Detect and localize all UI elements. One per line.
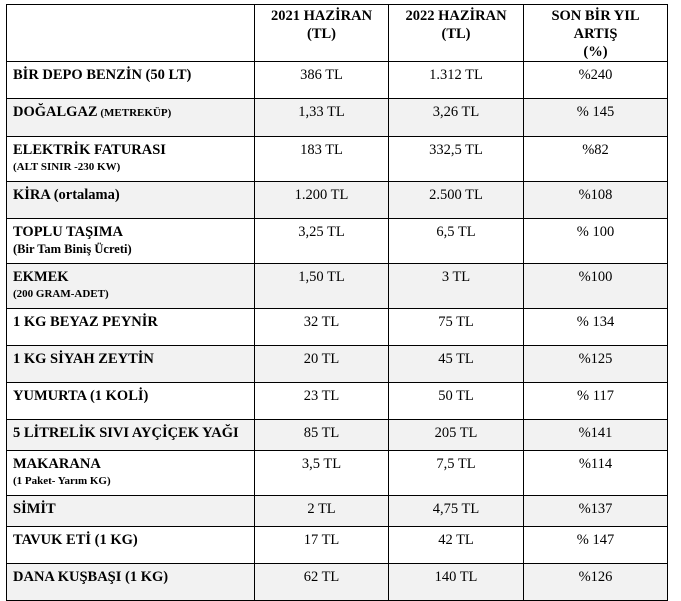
header-2021	[255, 5, 389, 62]
item-subtext: (200 GRAM-ADET)	[13, 288, 109, 300]
value-increase: %240	[524, 62, 668, 99]
table-row	[7, 420, 668, 451]
value-2021: 17 TL	[255, 527, 389, 564]
value-2021: 183 TL	[255, 137, 389, 182]
value-increase: %114	[524, 451, 668, 496]
item-cell	[7, 346, 255, 383]
value-increase: % 147	[524, 527, 668, 564]
header-2022-line2: (TL)	[441, 26, 471, 42]
value-2022: 50 TL	[389, 383, 524, 420]
item-cell	[7, 182, 255, 219]
item-name: YUMURTA (1 KOLİ)	[13, 388, 149, 404]
table-row	[7, 309, 668, 346]
value-2021: 85 TL	[255, 420, 389, 451]
item-name: EKMEK	[13, 269, 69, 285]
header-item	[7, 5, 255, 62]
item-name: TOPLU TAŞIMA	[13, 224, 123, 240]
table-row	[7, 496, 668, 527]
item-cell	[7, 564, 255, 601]
table-row	[7, 62, 668, 99]
value-2022: 4,75 TL	[389, 496, 524, 527]
item-cell	[7, 137, 255, 182]
value-increase: % 134	[524, 309, 668, 346]
value-2021: 62 TL	[255, 564, 389, 601]
item-name: 1 KG SİYAH ZEYTİN	[13, 351, 154, 367]
header-increase-line1: SON BİR YIL ARTIŞ	[551, 8, 640, 42]
item-name: 1 KG BEYAZ PEYNİR	[13, 314, 158, 330]
table-row	[7, 219, 668, 264]
item-cell	[7, 420, 255, 451]
header-increase	[524, 5, 668, 62]
item-subtext: (1 Paket- Yarım KG)	[13, 475, 111, 487]
table-row	[7, 99, 668, 137]
item-cell	[7, 62, 255, 99]
header-row	[7, 5, 668, 62]
value-increase: %137	[524, 496, 668, 527]
item-cell	[7, 527, 255, 564]
value-2022: 3 TL	[389, 264, 524, 309]
item-cell	[7, 219, 255, 264]
table-row	[7, 564, 668, 601]
value-2021: 386 TL	[255, 62, 389, 99]
item-name: 5 LİTRELİK SIVI AYÇİÇEK YAĞI	[13, 425, 239, 441]
value-2022: 45 TL	[389, 346, 524, 383]
item-cell	[7, 99, 255, 137]
value-increase: % 100	[524, 219, 668, 264]
value-increase: % 145	[524, 99, 668, 137]
header-2021-line1: 2021 HAZİRAN	[270, 8, 373, 24]
value-2021: 2 TL	[255, 496, 389, 527]
header-2022-line1: 2022 HAZİRAN	[405, 8, 507, 24]
value-2022: 332,5 TL	[389, 137, 524, 182]
item-name: DOĞALGAZ	[13, 104, 98, 120]
value-2022: 7,5 TL	[389, 451, 524, 496]
item-name: MAKARANA	[13, 456, 101, 472]
item-name: KİRA (ortalama)	[13, 187, 120, 203]
table-row	[7, 383, 668, 420]
value-2021: 20 TL	[255, 346, 389, 383]
item-cell	[7, 383, 255, 420]
value-increase: %108	[524, 182, 668, 219]
item-name: ELEKTRİK FATURASI	[13, 142, 166, 158]
item-cell	[7, 309, 255, 346]
value-increase: %126	[524, 564, 668, 601]
value-2021: 1.200 TL	[255, 182, 389, 219]
value-increase: %100	[524, 264, 668, 309]
item-cell	[7, 496, 255, 527]
value-2022: 42 TL	[389, 527, 524, 564]
value-2021: 1,33 TL	[255, 99, 389, 137]
value-increase: % 117	[524, 383, 668, 420]
item-subtext: (ALT SINIR -230 KW)	[13, 161, 121, 173]
value-increase: %125	[524, 346, 668, 383]
value-2021: 3,25 TL	[255, 219, 389, 264]
item-name: SİMİT	[13, 501, 56, 517]
value-2021: 23 TL	[255, 383, 389, 420]
table-row	[7, 264, 668, 309]
value-increase: %141	[524, 420, 668, 451]
table-row	[7, 137, 668, 182]
value-2021: 32 TL	[255, 309, 389, 346]
item-subtext: (Bir Tam Biniş Ücreti)	[13, 242, 132, 256]
table-row	[7, 527, 668, 564]
header-increase-line2: (%)	[583, 44, 608, 60]
value-2022: 6,5 TL	[389, 219, 524, 264]
value-2021: 3,5 TL	[255, 451, 389, 496]
value-increase: %82	[524, 137, 668, 182]
item-name: DANA KUŞBAŞI (1 KG)	[13, 569, 169, 585]
item-cell	[7, 451, 255, 496]
value-2022: 2.500 TL	[389, 182, 524, 219]
item-subtext: (METREKÜP)	[97, 107, 172, 119]
table-row	[7, 182, 668, 219]
table-row	[7, 451, 668, 496]
header-2022	[389, 5, 524, 62]
price-comparison-table	[6, 4, 668, 601]
value-2021: 1,50 TL	[255, 264, 389, 309]
value-2022: 205 TL	[389, 420, 524, 451]
value-2022: 75 TL	[389, 309, 524, 346]
item-name: BİR DEPO BENZİN (50 LT)	[13, 67, 192, 83]
header-2021-line2: (TL)	[307, 26, 336, 42]
value-2022: 140 TL	[389, 564, 524, 601]
value-2022: 3,26 TL	[389, 99, 524, 137]
value-2022: 1.312 TL	[389, 62, 524, 99]
table-row	[7, 346, 668, 383]
price-comparison-table-wrapper	[6, 4, 668, 601]
item-cell	[7, 264, 255, 309]
item-name: TAVUK ETİ (1 KG)	[13, 532, 138, 548]
